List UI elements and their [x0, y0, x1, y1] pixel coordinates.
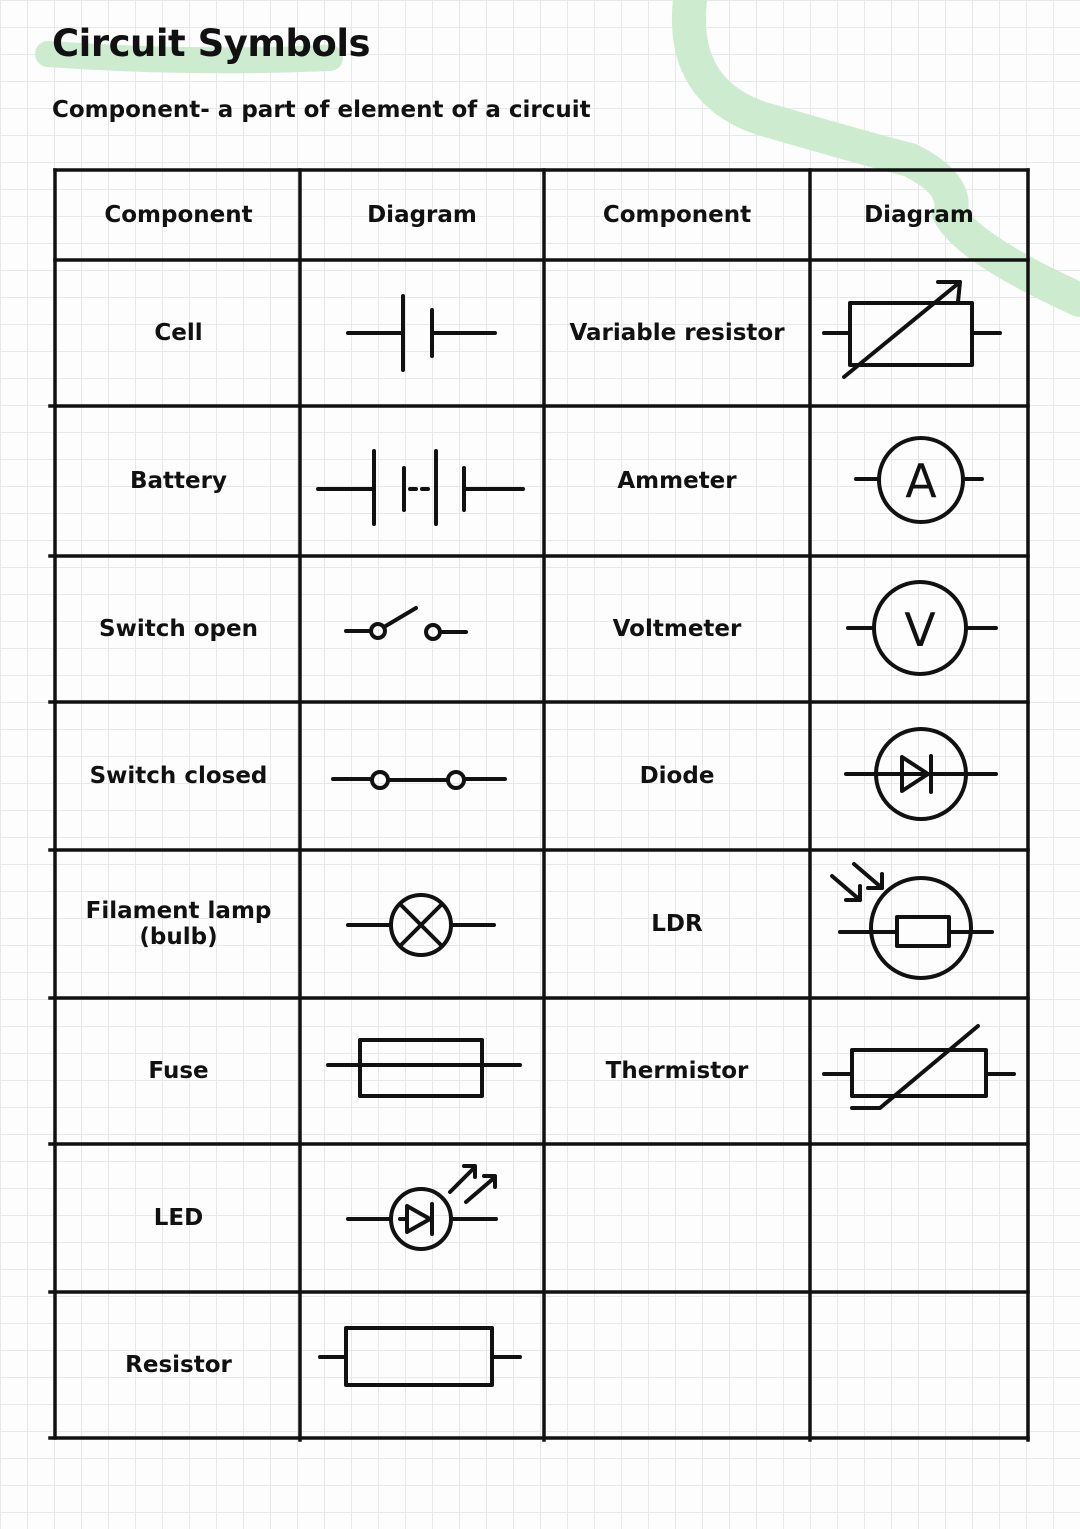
right-component-label: Diode — [639, 762, 715, 789]
header-component-left: Component — [104, 201, 253, 228]
right-component-label: Variable resistor — [569, 319, 785, 346]
header-component-right: Component — [602, 201, 752, 228]
fuse-symbol-icon — [300, 998, 544, 1144]
left-component-label: Resistor — [125, 1351, 232, 1378]
right-component-label: Ammeter — [617, 467, 737, 494]
variable-resistor-symbol-icon — [810, 260, 1028, 406]
filament-lamp-symbol-icon — [300, 850, 544, 998]
led-symbol-icon — [300, 1144, 544, 1292]
left-component-label: Fuse — [148, 1057, 209, 1084]
cell-symbol-icon — [300, 260, 544, 406]
diode-symbol-icon — [810, 702, 1028, 850]
component-definition: Component- a part of element of a circuit — [52, 97, 591, 123]
ammeter-symbol-icon — [810, 406, 1028, 556]
left-component-label: Switch closed — [89, 762, 268, 789]
closed-switch-symbol-icon — [300, 702, 544, 850]
right-component-label — [544, 1292, 810, 1438]
left-component-label: Cell — [154, 319, 203, 346]
page-title: Circuit Symbols — [52, 22, 371, 65]
resistor-symbol-icon — [300, 1292, 544, 1438]
right-component-label — [544, 1144, 810, 1292]
left-component-label: Filament lamp (bulb) — [85, 897, 272, 950]
left-component-label: Battery — [130, 467, 227, 494]
header-diagram-left: Diagram — [367, 201, 477, 228]
left-component-label: Switch open — [99, 615, 258, 642]
right-component-label: Thermistor — [605, 1057, 749, 1084]
header-diagram-right: Diagram — [864, 201, 974, 228]
voltmeter-letter: V — [904, 603, 936, 657]
open-switch-symbol-icon — [300, 556, 544, 702]
battery-symbol-icon — [300, 406, 544, 556]
left-component-label: LED — [153, 1204, 204, 1231]
right-component-label: LDR — [651, 910, 703, 937]
voltmeter-symbol-icon — [810, 556, 1028, 702]
ldr-symbol-icon — [810, 850, 1028, 998]
thermistor-symbol-icon — [810, 998, 1028, 1144]
ammeter-letter: A — [905, 454, 937, 508]
right-component-label: Voltmeter — [612, 615, 742, 642]
